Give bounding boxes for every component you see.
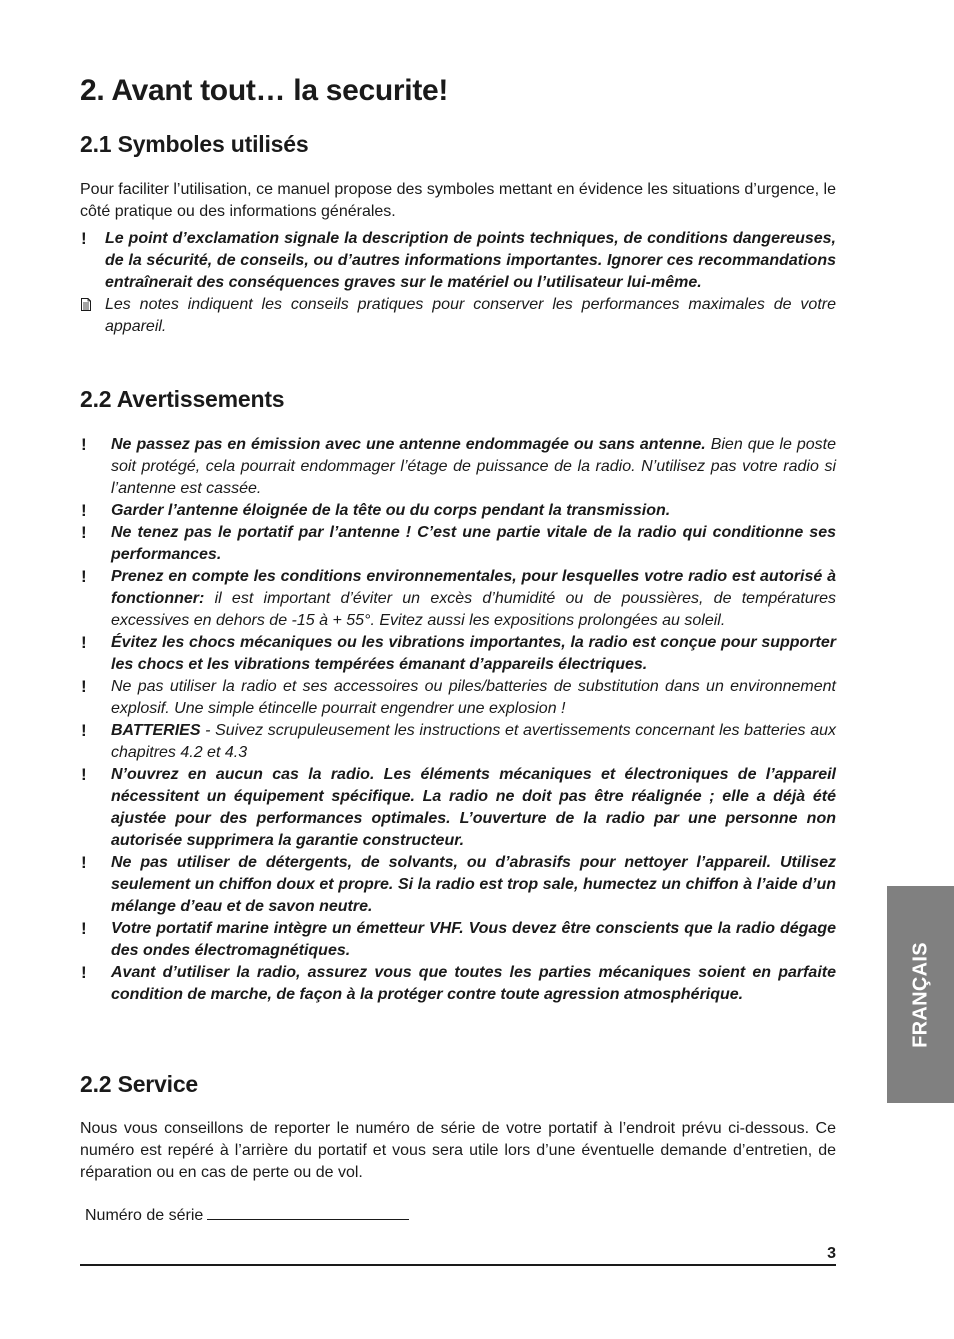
- service-block: [80, 1118, 836, 1184]
- warning-item: ! Avant d’utiliser la radio, assurez vous que toutes les parties mécaniques soient en parfaite condition de marche, de façon à la protéger contre toute agression atmosphérique.: [81, 963, 836, 1003]
- exclamation-icon: !: [81, 721, 87, 740]
- warnings-list: [80, 434, 836, 1006]
- section-heading-service: 2.2 Service: [80, 1071, 199, 1097]
- warning-item: ! Ne pas utiliser de détergents, de solvants, ou d’abrasifs pour nettoyer l’appareil. Utilisez seulement un chiffon doux et propre. Si la radio est trop sale, humectez un chiffon à l’aide d’un mélange d’eau et de savon neutre.: [81, 853, 836, 915]
- service-paragraph: Nous vous conseillons de reporter le numéro de série de votre portatif à l’endroit prévu ci-dessous. Ce numéro est repéré à l’arrière du portatif et vous sera utile lors d’une éventuelle demande d’entretien, de réparation ou en cas de perte ou de vol.: [80, 1120, 836, 1181]
- warning-item: ! Ne passez pas en émission avec une antenne endommagée ou sans antenne. Bien que le poste soit protégé, cela pourrait endommager l’étage de puissance de la radio. N’utilisez pas votre radio si l’antenne est cassée.: [81, 435, 836, 497]
- exclamation-icon: !: [81, 963, 87, 982]
- warning-item: ! Ne tenez pas le portatif par l’antenne ! C’est une partie vitale de la radio qui conditionne ses performances.: [81, 523, 836, 563]
- exclamation-icon: !: [81, 567, 87, 586]
- warning-item: ! BATTERIES - Suivez scrupuleusement les instructions et avertissements concernant les batteries aux chapitres 4.2 et 4.3: [81, 721, 836, 761]
- serial-number-field: [85, 1203, 409, 1227]
- warning-item: ! N’ouvrez en aucun cas la radio. Les éléments mécaniques et électroniques de l’appareil nécessitent un équipement spécifique. La radio ne doit pas être réalignée ; elle a déjà été ajustée pour des performances optimales. L’ouverture de la radio par une personne non autorisée supprimera la garantie constructeur.: [81, 765, 836, 849]
- language-tab-label: FRANÇAIS: [909, 941, 931, 1048]
- warning-item: ! Évitez les chocs mécaniques ou les vibrations importantes, la radio est conçue pour supporter les chocs et les vibrations tempérées émanant d’appareils électriques.: [81, 633, 836, 673]
- exclamation-icon: !: [81, 501, 87, 520]
- serial-number-blank-line[interactable]: [207, 1203, 409, 1220]
- symbol-item-warning: [80, 228, 836, 294]
- footer-rule: [80, 1264, 836, 1266]
- exclamation-icon: !: [81, 853, 87, 872]
- exclamation-icon: !: [81, 765, 87, 784]
- page-title: 2. Avant tout… la securite!: [80, 74, 449, 107]
- exclamation-icon: !: [81, 633, 87, 652]
- intro-block: [80, 179, 836, 223]
- section-heading-avertissements: 2.2 Avertissements: [80, 386, 285, 412]
- note-description: Les notes indiquent les conseils pratiques pour conserver les performances maximales de votre appareil.: [105, 296, 836, 335]
- section-heading-symboles: 2.1 Symboles utilisés: [80, 131, 309, 157]
- language-tab: [887, 886, 954, 1103]
- exclamation-icon: !: [81, 919, 87, 938]
- symbol-list: [80, 228, 836, 338]
- warning-item: ! Prenez en compte les conditions environnementales, pour lesquelles votre radio est autorisé à fonctionner: il est important d’éviter un excès d’humidité ou de poussières, de températures excessives en dehors de -15 à + 55°. Evitez aussi les expositions prolongées au soleil.: [81, 567, 836, 629]
- page-number: 3: [827, 1245, 836, 1262]
- warning-description: Le point d’exclamation signale la description de points techniques, de conditions dangereuses, de la sécurité, de conseils, ou d’autres informations importantes. Ignorer ces recommandations entraînerait des conséquences graves sur le matériel ou l’utilisateur lui-même.: [105, 230, 836, 291]
- note-icon: [81, 298, 91, 311]
- exclamation-icon: !: [81, 229, 87, 248]
- exclamation-icon: !: [81, 435, 87, 454]
- warning-item: ! Votre portatif marine intègre un émetteur VHF. Vous devez être conscients que la radio dégage des ondes électromagnétiques.: [81, 919, 836, 959]
- warning-item: ! Garder l’antenne éloignée de la tête ou du corps pendant la transmission.: [81, 501, 671, 520]
- exclamation-icon: !: [81, 677, 87, 696]
- serial-number-label: Numéro de série: [85, 1207, 204, 1224]
- intro-paragraph: Pour faciliter l’utilisation, ce manuel propose des symboles mettant en évidence les situations d’urgence, le côté pratique ou des informations générales.: [80, 181, 836, 220]
- symbol-item-note: [80, 294, 836, 338]
- warning-item: ! Ne pas utiliser la radio et ses accessoires ou piles/batteries de substitution dans un environnement explosif. Une simple étincelle pourrait engendrer une explosion !: [81, 677, 836, 717]
- exclamation-icon: !: [81, 523, 87, 542]
